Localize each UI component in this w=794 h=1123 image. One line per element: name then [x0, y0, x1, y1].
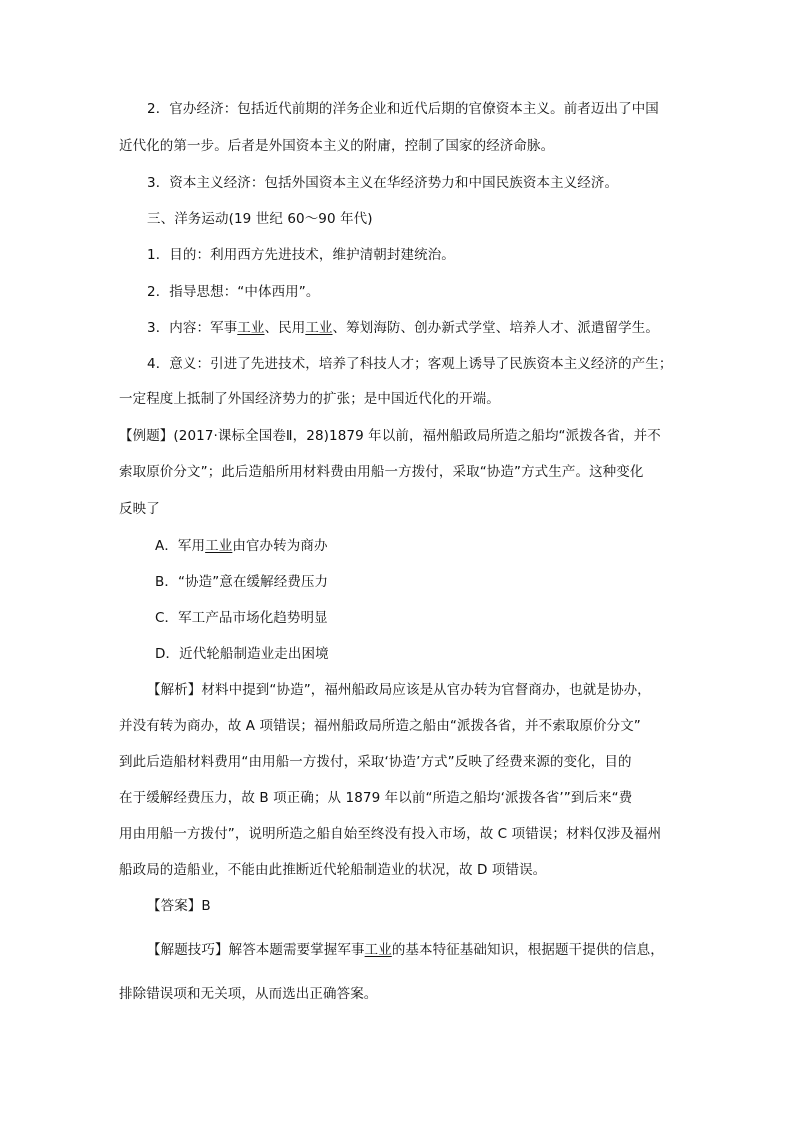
- analysis-line6: 船政局的造船业，不能由此推断近代轮船制造业的状况，故 D 项错误。: [119, 862, 547, 878]
- tip-line2: 排除错误项和无关项，从而选出正确答案。: [119, 986, 378, 1002]
- tip-line1: [147, 941, 707, 959]
- tip-line1-underline: 工业: [364, 942, 392, 958]
- yangwu-purpose: 1．目的：利用西方先进技术，维护清朝封建统治。: [147, 247, 455, 263]
- option-a-suffix: 由官办转为商办: [232, 538, 328, 554]
- option-b: B．“协造”意在缓解经费压力: [155, 574, 329, 590]
- analysis-line4: 在于缓解经费压力，故 B 项正确；从 1879 年以前“所造之船均‘派拨各省’”到后来“费: [119, 790, 633, 806]
- tip-line1-suffix: 的基本特征基础知识，根据题干提供的信息，: [391, 942, 664, 958]
- yangwu-content-underline-1: 工业: [237, 320, 265, 336]
- option-d: D．近代轮船制造业走出困境: [155, 646, 329, 662]
- option-a-underline: 工业: [205, 538, 233, 554]
- analysis-line3: 到此后造船材料费用“由用船一方拨付，采取‘协造’方式”反映了经费来源的变化，目的: [119, 754, 632, 770]
- yangwu-content-underline-2: 工业: [305, 320, 333, 336]
- option-a-prefix: A．军用: [155, 538, 206, 554]
- section3-line1: 3．资本主义经济：包括外国资本主义在华经济势力和中国民族资本主义经济。: [147, 175, 619, 191]
- yangwu-guide: 2．指导思想：“中体西用”。: [147, 284, 320, 300]
- yangwu-meaning-line2: 一定程度上抵制了外国经济势力的扩张；是中国近代化的开端。: [119, 391, 500, 407]
- option-c: C．军工产品市场化趋势明显: [155, 610, 328, 626]
- analysis-line5: 用由用船一方拨付”，说明所造之船自始至终没有投入市场，故 C 项错误；材料仅涉及福州: [119, 826, 662, 842]
- option-a: [155, 537, 715, 555]
- section2-line1: 2．官办经济：包括近代前期的洋务企业和近代后期的官僚资本主义。前者迈出了中国: [147, 101, 659, 117]
- yangwu-content-suffix: 、筹划海防、创办新式学堂、培养人才、派遣留学生。: [332, 320, 659, 336]
- tip-line1-prefix: 【解题技巧】解答本题需要掌握军事: [147, 942, 365, 958]
- analysis-line1: 【解析】材料中提到“协造”，福州船政局应该是从官办转为官督商办，也就是协办，: [147, 682, 651, 698]
- yangwu-meaning-line1: 4．意义：引进了先进技术，培养了科技人才；客观上诱导了民族资本主义经济的产生；: [147, 356, 673, 372]
- section2-line2: 近代化的第一步。后者是外国资本主义的附庸，控制了国家的经济命脉。: [119, 138, 555, 154]
- yangwu-content: [147, 319, 707, 337]
- yangwu-content-prefix: 3．内容：军事: [147, 320, 238, 336]
- example-line3: 反映了: [119, 501, 160, 517]
- analysis-line2: 并没有转为商办，故 A 项错误；福州船政局所造之船由“派拨各省，并不索取原价分文”: [119, 718, 641, 734]
- heading-yangwu: 三、洋务运动(19 世纪 60～90 年代): [147, 211, 373, 227]
- example-line1: 【例题】(2017·课标全国卷Ⅱ，28)1879 年以前，福州船政局所造之船均“派拨各省，并不: [119, 428, 661, 444]
- yangwu-content-mid: 、民用: [264, 320, 306, 336]
- example-line2: 索取原价分文”；此后造船所用材料费由用船一方拨付，采取“协造”方式生产。这种变化: [119, 464, 644, 480]
- answer: 【答案】B: [147, 898, 211, 914]
